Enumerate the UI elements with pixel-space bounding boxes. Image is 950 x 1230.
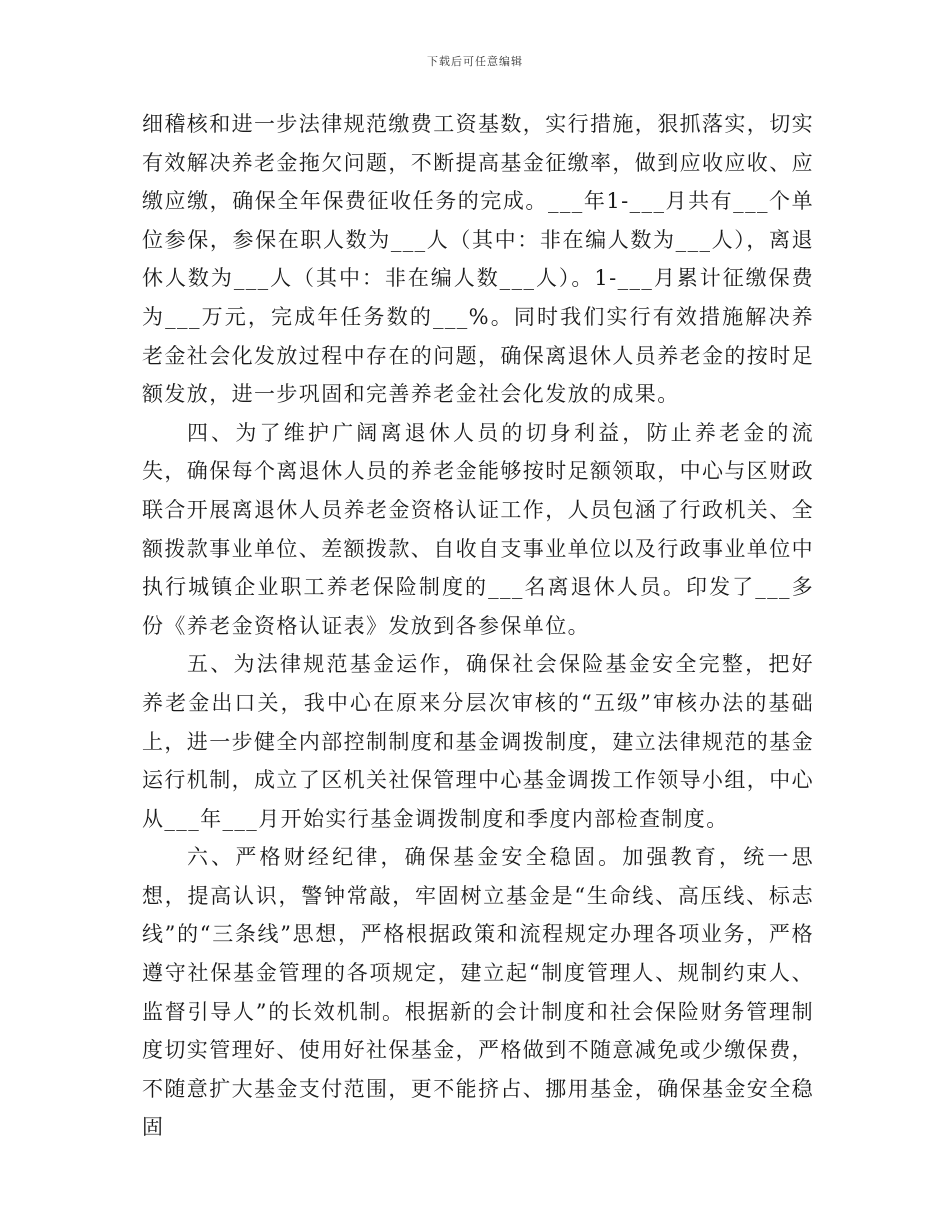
paragraph-2: 四、为了维护广阔离退休人员的切身利益，防止养老金的流失，确保每个离退休人员的养老金能够按时足额领取，中心与区财政联合开展离退休人员养老金资格认证工作，人员包涵了行政机关、全额拨款事业单位、差额拨款、自收自支事业单位以及行政事业单位中执行城镇企业职工养老保险制度的___名离退休人员。印发了___多份《养老金资格认证表》发放到各参保单位。 <box>142 420 814 638</box>
paragraph-3: 五、为法律规范基金运作，确保社会保险基金安全完整，把好养老金出口关，我中心在原来分层次审核的“五级”审核办法的基础上，进一步健全内部控制制度和基金调拨制度，建立法律规范的基金运行机制，成立了区机关社保管理中心基金调拨工作领导小组，中心从___年___月开始实行基金调拨制度和季度内部检查制度。 <box>142 652 814 831</box>
paragraph-1: 细稽核和进一步法律规范缴费工资基数，实行措施，狠抓落实，切实有效解决养老金拖欠问题，不断提高基金征缴率，做到应收应收、应缴应缴，确保全年保费征收任务的完成。___年1-___月共有___个单位参保，参保在职人数为___人（其中：非在编人数为___人），离退休人数为___人（其中：非在编人数___人）。1-___月累计征缴保费为___万元，完成年任务数的___%。同时我们实行有效措施解决养老金社会化发放过程中存在的问题，确保离退休人员养老金的按时足额发放，进一步巩固和完善养老金社会化发放的成果。 <box>142 112 814 407</box>
document-body <box>142 105 814 1147</box>
paragraph-4: 六、严格财经纪律，确保基金安全稳固。加强教育，统一思想，提高认识，警钟常敲，牢固树立基金是“生命线、高压线、标志线”的“三条线”思想，严格根据政策和流程规定办理各项业务，严格遵守社保基金管理的各项规定，建立起“制度管理人、规制约束人、监督引导人”的长效机制。根据新的会计制度和社会保险财务管理制度切实管理好、使用好社保基金，严格做到不随意减免或少缴保费，不随意扩大基金支付范围，更不能挤占、挪用基金，确保基金安全稳固 <box>142 845 814 1140</box>
header-note: 下载后可任意编辑 <box>427 55 523 68</box>
